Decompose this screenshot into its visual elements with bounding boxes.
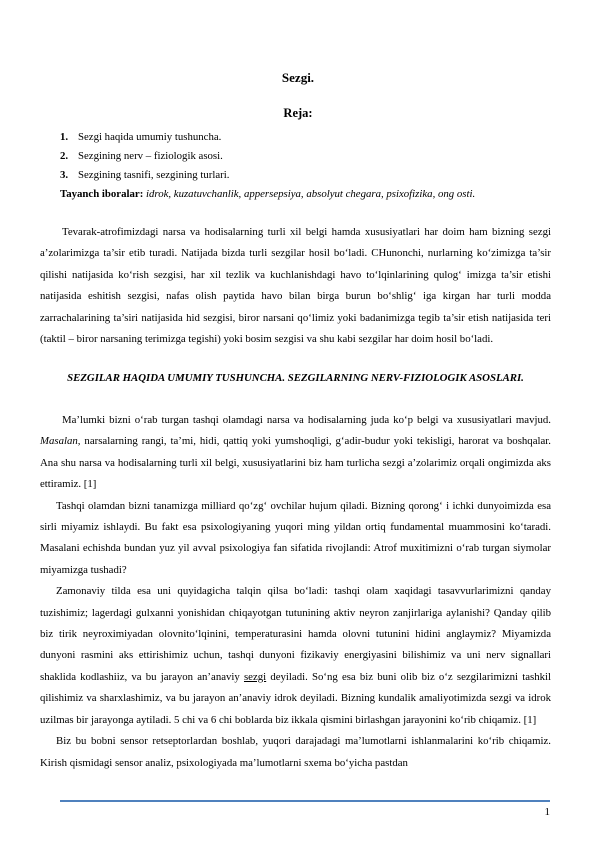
paragraph-text: Ma’lumki bizni o‘rab turgan tashqi olamdagi narsa va hodisalarning juda ko‘p belgi va xususiyatlari mavjud.	[62, 414, 551, 426]
keywords-text: idrok, kuzatuvchanlik, appersepsiya, absolyut chegara, psixofizika, ong osti.	[146, 188, 476, 200]
keywords-label: Tayanch iboralar:	[60, 188, 144, 200]
document-title: Sezgi.	[281, 70, 315, 85]
plan-item	[60, 147, 229, 166]
paragraph: Tevarak-atrofimizdagi narsa va hodisalarning turli xil belgi hamda xususiyatlari har doim ham bizning sezgi a’zolarimizga ta’sir etib turadi. Natijada bizda turli sezgilar hosil bo‘ladi. CHunonchi, nurlarning ko‘zimizga ta’sir qilishi natijasida ko‘rish sezgisi, har xil tezlik va kuchlanishdagi havo to‘lqinlarining qulog‘ imizga ta’sir etishi natijasida eshitish sezgisi, nafas olish paytida havo bilan birga burun bo‘shlig‘ iga kirgan har turli modda zarrachalarining ta’siri natijasida hid sezgisi, biror narsani qo‘limiz yoki badanimizga tegib ta’sir etish natijasida teri (taktil – biror narsaning terimizga tegishi) yoki bosim sezgisi va shu kabi sezgilar har doim hosil bo‘ladi.	[40, 226, 551, 346]
plan-item-number: 2.	[60, 150, 69, 162]
paragraph: Tashqi olamdan bizni tanamizga milliard qo‘zg‘ ovchilar hujum qiladi. Bizning qorong‘ i ichki dunyoimizda esa sirli miyamiz ishlaydi. Bu fakt esa psixologiyaning yuqori ming yildan ortiq fundamental muammosini ko‘taradi. Masalani echishda bundan yuz yil avval psixologiya fan sifatida rivojlandi: Atrof muxitimizni o‘rab turgan siymolar miyamizga tushadi?	[40, 499, 551, 576]
plan-heading: Reja:	[283, 106, 313, 120]
paragraph-text: Zamonaviy tilda esa uni quyidagicha talqin qilsa bo‘ladi: tashqi olam xaqidagi tasavvurlarimizni qanday tuzishimiz; lagerdagi gulxanni yonishidan chiqayotgan tutunining aktiv neyron zanjirlariga aylanishi? Qanday qilib biz tirik neyroximiyadan olovnito‘lqinini, temperaturasini hamda olovni tutunini hidini anglaymiz? Miyamizda dunyoni rasmini aks ettirishimiz uchun, tashqi dunyoni fizikaviy energiyasini bilishimiz va uni nerv signallari shaklida kodlashiiz, va bu jarayon an’anaviy	[40, 585, 551, 683]
paragraph-italic-text: Masalan,	[40, 435, 81, 448]
underlined-term: sezgi	[243, 670, 267, 683]
keywords-line	[60, 188, 550, 200]
intro-paragraph-block	[40, 222, 551, 350]
paragraph	[40, 581, 551, 731]
section-heading: SEZGILAR HAQIDA UMUMIY TUSHUNCHA. SEZGILARNING NERV-FIZIOLOGIK ASOSLARI.	[67, 372, 524, 384]
paragraph: Biz bu bobni sensor retseptorlardan boshlab, yuqori darajadagi ma’lumotlarni ishlanmalarini ko‘rib chiqamiz. Kirish qismidagi sensor analiz, psixologiyada ma’lumotlarni sxema bo‘yicha pastdan	[40, 735, 551, 769]
page-number: 1	[544, 806, 550, 818]
paragraph	[40, 410, 551, 496]
plan-item	[60, 166, 229, 185]
plan-item-number: 3.	[60, 169, 69, 181]
plan-item-number: 1.	[60, 131, 69, 143]
section-body	[40, 410, 551, 774]
paragraph-text: deyiladi. So‘ng esa biz buni olib biz o‘z sezgilarimizni tashkil qilishimiz va sharxlashimiz, va bu jarayon an’anaviy idrok deyiladi. Bizning kundalik amaliyotimizda sezgi va idrok uzilmas bir jarayonga aytiladi. 5 chi va 6 chi boblarda biz ikkala qismini birlashgan jarayonini ko‘rib chiqamiz. [1]	[40, 670, 551, 726]
plan-item	[60, 128, 229, 147]
paragraph-text: narsalarning rangi, ta’mi, hidi, qattiq yoki yumshoqligi, g‘adir-budur yoki tekisligi, harorat va boshqalar. Ana shu narsa va hodisalarning turli xil belgi, xususiyatlarini biz ham turlicha sezgi a’zolarimiz orqali ongimizda aks ettiramiz. [1]	[40, 435, 551, 491]
plan-list	[60, 128, 229, 185]
plan-item-text: Sezgining tasnifi, sezgining turlari.	[78, 169, 230, 181]
plan-item-text: Sezgining nerv – fiziologik asosi.	[78, 150, 223, 162]
plan-item-text: Sezgi haqida umumiy tushuncha.	[78, 131, 222, 143]
footer-rule	[60, 800, 550, 802]
